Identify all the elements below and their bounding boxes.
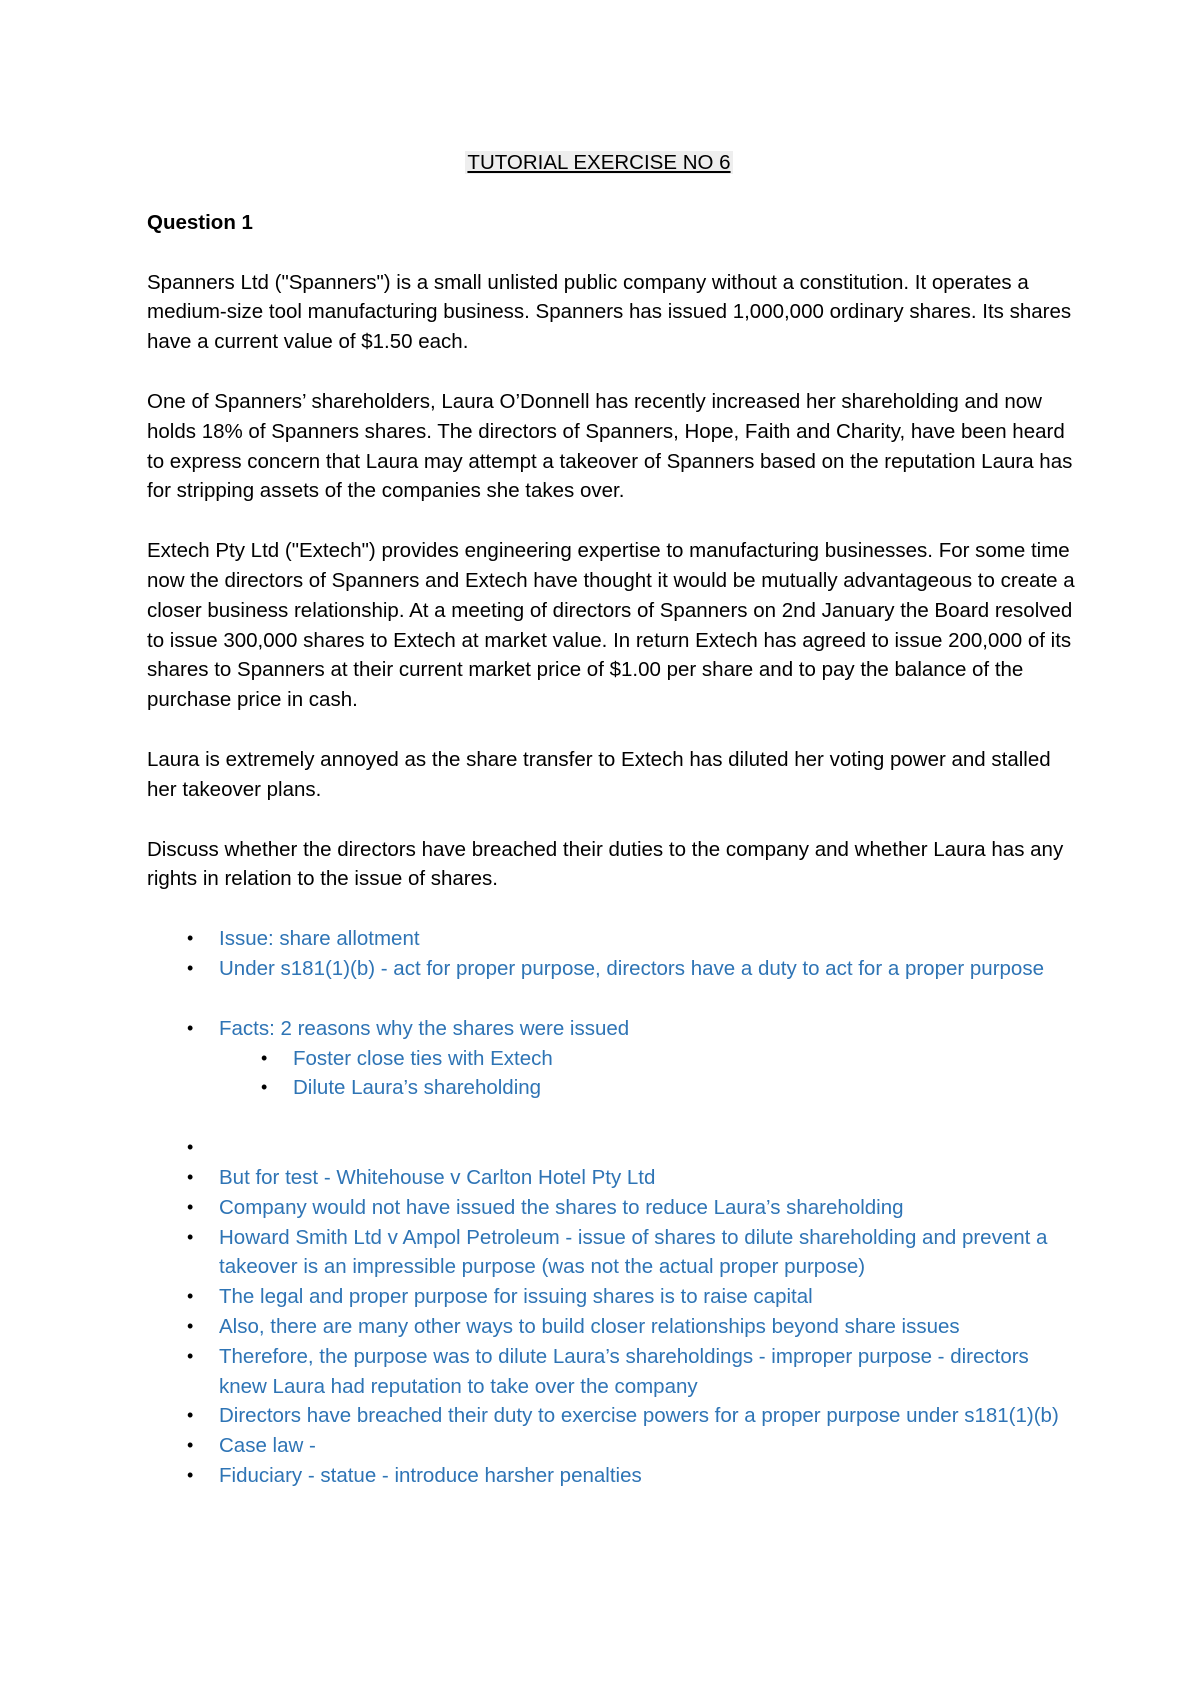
list-item-text: Company would not have issued the shares to reduce Laura’s shareholding — [219, 1195, 904, 1219]
list-item-text: Foster close ties with Extech — [293, 1046, 553, 1070]
list-item — [147, 1342, 1077, 1402]
list-item — [147, 1401, 1077, 1431]
list-item — [147, 1312, 1077, 1342]
bullet-icon: • — [187, 928, 194, 949]
bullet-icon: • — [187, 1405, 194, 1426]
bullet-icon: • — [187, 1166, 194, 1187]
list-item — [147, 1163, 1077, 1193]
list-item-text: Fiduciary - statue - introduce harsher penalties — [219, 1463, 642, 1487]
sub-list-item — [147, 1044, 1077, 1074]
list-item-text: Therefore, the purpose was to dilute Laura’s shareholdings - improper purpose - directors knew Laura had reputation to take over the company — [219, 1344, 1029, 1398]
paragraph-laura-annoyed: Laura is extremely annoyed as the share transfer to Extech has diluted her voting power and stalled her takeover plans. — [147, 747, 1051, 801]
list-item-text: The legal and proper purpose for issuing shares is to raise capital — [219, 1285, 813, 1309]
paragraph-extech-deal: Extech Pty Ltd ("Extech") provides engineering expertise to manufacturing businesses. For some time now the directors of Spanners and Extech have thought it would be mutually advantageous to create a closer business relationship. At a meeting of directors of Spanners on 2nd January the Board resolved to issue 300,000 shares to Extech at market value. In return Extech has agreed to issue 200,000 of its shares to Spanners at their current market price of $1.00 per share and to pay the balance of the purchase price in cash. — [147, 539, 1075, 712]
bullet-icon: • — [187, 957, 194, 978]
bullet-icon: • — [187, 1017, 194, 1038]
bullet-icon: • — [187, 1196, 194, 1217]
list-item — [147, 1461, 1077, 1491]
list-item-text: Directors have breached their duty to exercise powers for a proper purpose under s181(1)(b) — [219, 1404, 1059, 1428]
list-item-text: Facts: 2 reasons why the shares were issued — [219, 1016, 630, 1040]
bullet-icon: • — [187, 1137, 194, 1158]
bullet-icon: • — [187, 1464, 194, 1485]
bullet-icon: • — [261, 1047, 268, 1068]
bullet-icon: • — [187, 1435, 194, 1456]
list-item — [147, 1014, 1077, 1044]
bullet-icon: • — [187, 1226, 194, 1247]
bullet-icon: • — [187, 1315, 194, 1336]
paragraph-laura-shareholding: One of Spanners’ shareholders, Laura O’Donnell has recently increased her shareholding and now holds 18% of Spanners shares. The directors of Spanners, Hope, Faith and Charity, have been heard to express concern that Laura may attempt a takeover of Spanners based on the reputation Laura has for stripping assets of the companies she takes over. — [147, 389, 1073, 503]
document-page — [147, 148, 1077, 1491]
list-item-text: Also, there are many other ways to build closer relationships beyond share issues — [219, 1314, 960, 1338]
list-item — [147, 924, 1077, 954]
bullet-icon: • — [261, 1077, 268, 1098]
sub-list-item — [147, 1073, 1077, 1103]
bullet-icon: • — [187, 1286, 194, 1307]
list-item-text: Under s181(1)(b) - act for proper purpose, directors have a duty to act for a proper purpose — [219, 956, 1044, 980]
list-item — [147, 1431, 1077, 1461]
bullet-icon: • — [187, 1345, 194, 1366]
list-item-text: Issue: share allotment — [219, 927, 420, 951]
answer-notes-list — [147, 924, 1077, 1491]
list-item-text: Howard Smith Ltd v Ampol Petroleum - issue of shares to dilute shareholding and prevent a takeover is an impressible purpose (was not the actual proper purpose) — [219, 1225, 1048, 1279]
list-item — [147, 1282, 1077, 1312]
list-item — [147, 954, 1077, 984]
list-item — [147, 1223, 1077, 1283]
paragraph-discussion-prompt: Discuss whether the directors have breached their duties to the company and whether Laura has any rights in relation to the issue of shares. — [147, 837, 1064, 891]
title-text: TUTORIAL EXERCISE NO 6 — [467, 151, 731, 174]
question-heading: Question 1 — [147, 210, 253, 234]
list-item — [147, 1193, 1077, 1223]
list-item-text: Case law - — [219, 1434, 316, 1458]
list-item-text: Dilute Laura’s shareholding — [293, 1076, 542, 1100]
empty-list-item — [147, 1133, 1077, 1163]
paragraph-company-background: Spanners Ltd ("Spanners") is a small unlisted public company without a constitution. It operates a medium-size tool manufacturing business. Spanners has issued 1,000,000 ordinary shares. Its shares have a current value of $1.50 each. — [147, 270, 1072, 354]
list-item-text: But for test - Whitehouse v Carlton Hotel Pty Ltd — [219, 1165, 656, 1189]
document-title — [147, 148, 1077, 178]
